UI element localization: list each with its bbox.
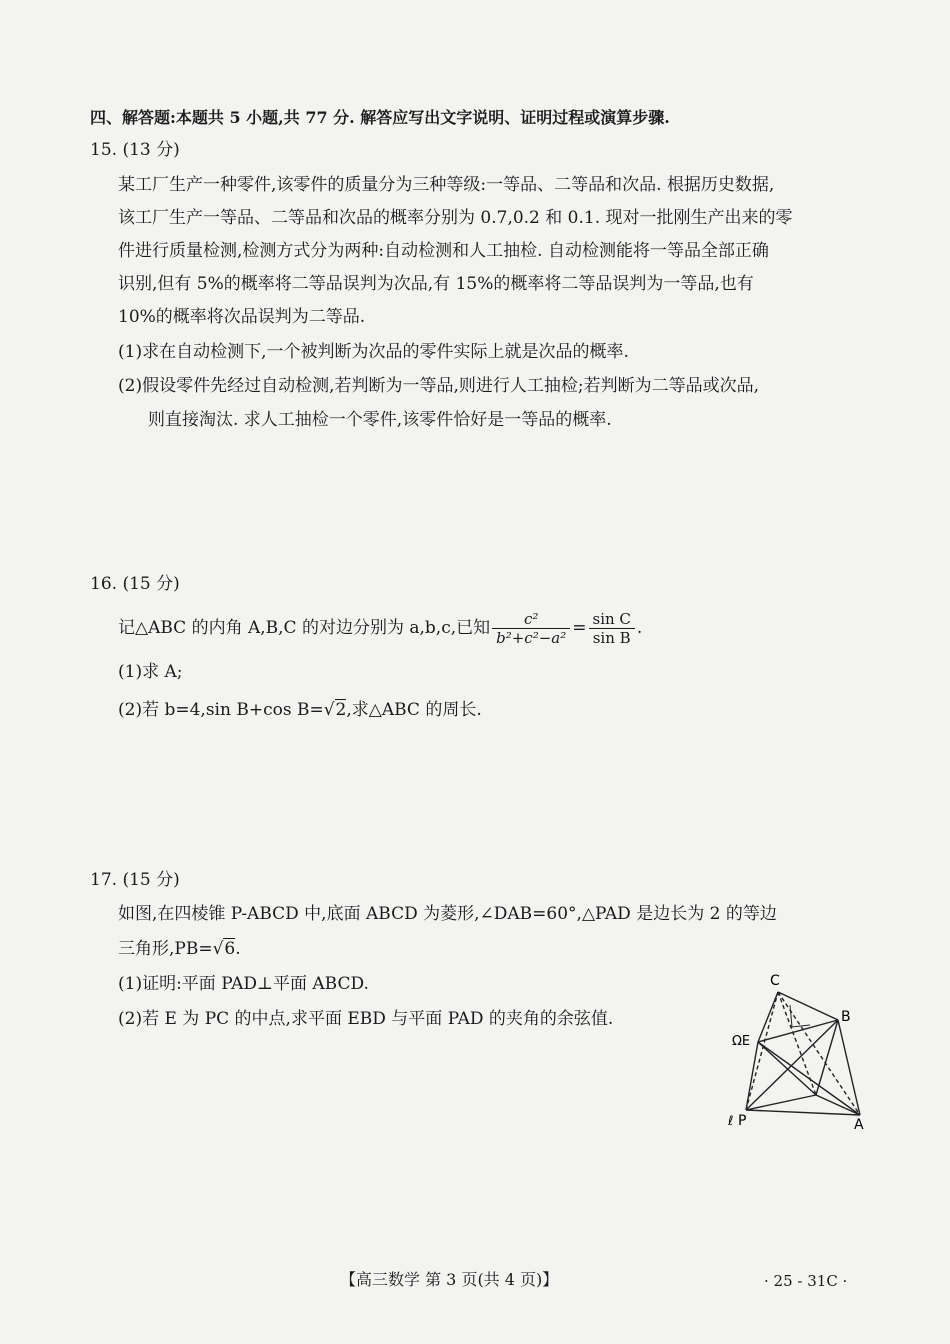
q15-line-5: 10%的概率将次品误判为二等品. bbox=[118, 307, 366, 327]
q16-stem-post: . bbox=[636, 618, 643, 638]
q15-line-1: 某工厂生产一种零件,该零件的质量分为三种等级:一等品、二等品和次品. 根据历史数据, bbox=[118, 175, 775, 195]
q15-line-2: 该工厂生产一等品、二等品和次品的概率分别为 0.7,0.2 和 0.1. 现对一批刚生产出来的零 bbox=[118, 208, 793, 228]
q16-frac1-num: c² bbox=[492, 610, 570, 629]
q16-fraction-2 bbox=[589, 610, 635, 647]
label-B: B bbox=[841, 1009, 851, 1025]
q16-fraction-1 bbox=[492, 610, 570, 647]
edge-CE bbox=[758, 992, 778, 1042]
q16-part2-sqrt: 2 bbox=[335, 700, 347, 720]
label-A: A bbox=[854, 1117, 864, 1133]
footer-page-info: 【高三数学 第 3 页(共 4 页)】 bbox=[340, 1270, 559, 1289]
q16-number: 16. (15 分) bbox=[90, 574, 180, 594]
q15-number: 15. (13 分) bbox=[90, 140, 180, 160]
q17-line-1: 如图,在四棱锥 P-ABCD 中,底面 ABCD 为菱形,∠DAB=60°,△PAD 是边长为 2 的等边 bbox=[118, 904, 777, 924]
edge-PA bbox=[746, 1110, 860, 1115]
edge-BA bbox=[838, 1020, 860, 1115]
label-E: ΩE bbox=[732, 1034, 751, 1049]
q15-part-1: (1)求在自动检测下,一个被判断为次品的零件实际上就是次品的概率. bbox=[118, 342, 629, 362]
q16-part-1: (1)求 A; bbox=[118, 662, 183, 682]
q15-line-3: 件进行质量检测,检测方式分为两种:自动检测和人工抽检. 自动检测能将一等品全部正确 bbox=[118, 241, 769, 261]
q16-frac1-den: b²+c²−a² bbox=[496, 629, 567, 647]
q15-part-2a: (2)假设零件先经过自动检测,若判断为一等品,则进行人工抽检;若判断为二等品或次品, bbox=[118, 376, 760, 396]
q17-line2-pre: 三角形,PB=√ bbox=[118, 939, 224, 959]
q16-part2-pre: (2)若 b=4,sin B+cos B=√ bbox=[118, 700, 335, 720]
q16-stem-pre: 记△ABC 的内角 A,B,C 的对边分别为 a,b,c,已知 bbox=[118, 618, 491, 638]
pyramid-figure bbox=[720, 965, 890, 1135]
q15-line-4: 识别,但有 5%的概率将二等品误判为次品,有 15%的概率将二等品误判为一等品,也有 bbox=[118, 274, 754, 294]
q16-part2-post: ,求△ABC 的周长. bbox=[346, 700, 482, 720]
q16-stem bbox=[118, 606, 642, 650]
edge-PD bbox=[746, 1095, 816, 1110]
q17-line2-post: . bbox=[235, 939, 241, 959]
q16-part-2 bbox=[118, 698, 482, 722]
q17-number: 17. (15 分) bbox=[90, 870, 180, 890]
footer-code: · 25 - 31C · bbox=[764, 1272, 848, 1290]
scribble-mark bbox=[790, 1005, 810, 1027]
q16-eq: = bbox=[572, 618, 587, 638]
label-P: P bbox=[738, 1113, 747, 1129]
q17-line-2 bbox=[118, 937, 241, 961]
q16-frac2-num: sin C bbox=[589, 610, 635, 629]
q17-line2-sqrt: 6 bbox=[224, 939, 236, 959]
edge-PC bbox=[746, 992, 778, 1110]
label-mark: ℓ bbox=[728, 1114, 734, 1129]
q17-part-1: (1)证明:平面 PAD⊥平面 ABCD. bbox=[118, 974, 369, 994]
q16-frac2-den: sin B bbox=[592, 629, 631, 647]
label-C: C bbox=[770, 973, 780, 989]
section-header: 四、解答题:本题共 5 小题,共 77 分. 解答应写出文字说明、证明过程或演算步骤. bbox=[90, 108, 670, 127]
q15-part-2b: 则直接淘汰. 求人工抽检一个零件,该零件恰好是一等品的概率. bbox=[148, 410, 612, 430]
q17-part-2: (2)若 E 为 PC 的中点,求平面 EBD 与平面 PAD 的夹角的余弦值. bbox=[118, 1009, 614, 1029]
